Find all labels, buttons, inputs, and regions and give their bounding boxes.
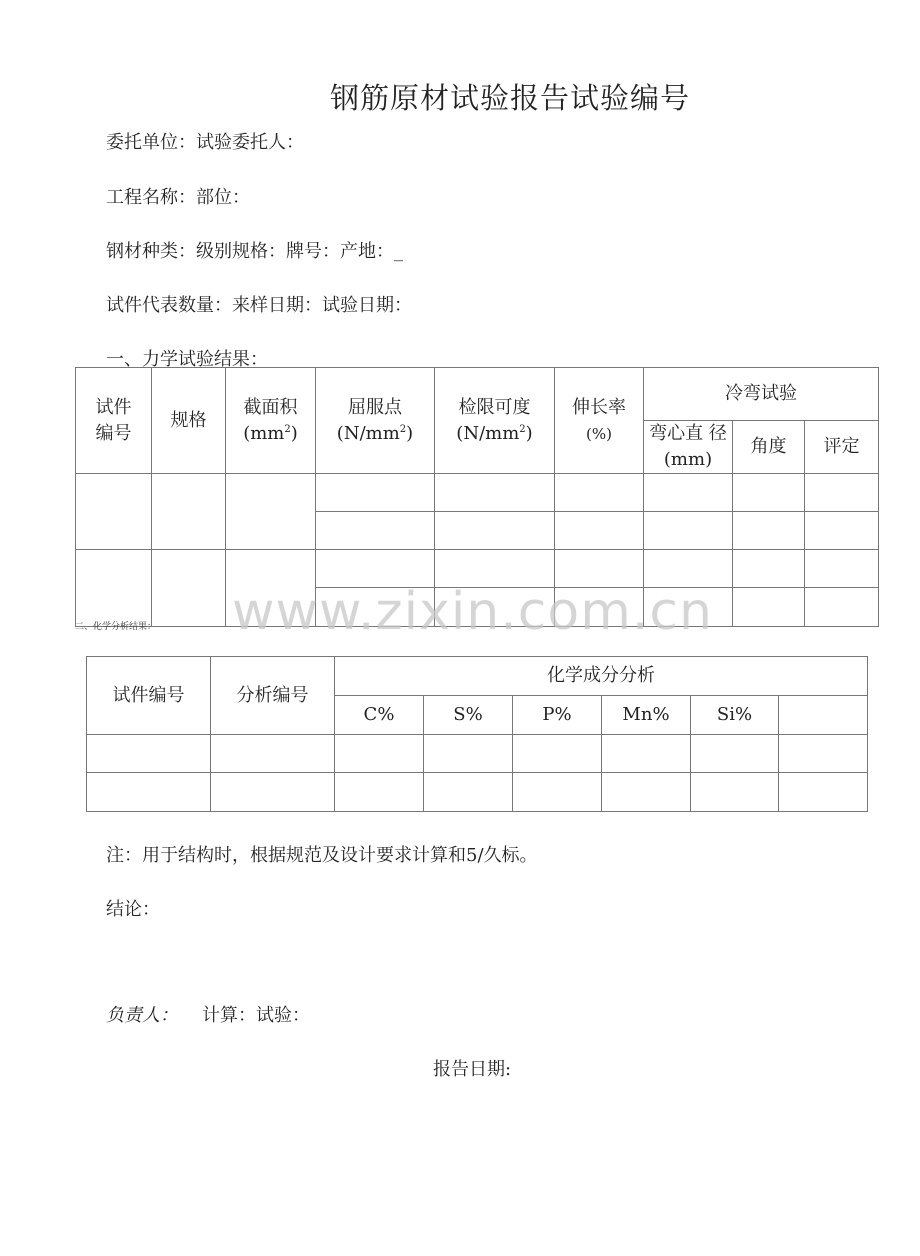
header-area: 截面积 $(mm^2)$ <box>226 368 316 474</box>
cell <box>644 512 733 550</box>
cell <box>733 588 805 627</box>
cell <box>435 512 555 550</box>
cell <box>424 735 513 773</box>
cell <box>435 474 555 512</box>
cell <box>152 474 226 550</box>
cell <box>76 474 152 550</box>
cell <box>805 588 879 627</box>
steel-type-line: 钢材种类：级别规格：牌号：产地：_ <box>106 241 403 262</box>
cell <box>424 773 513 812</box>
cell <box>779 735 868 773</box>
header-rating: 评定 <box>805 421 879 474</box>
header-yield: 屈服点 $(N/mm^2)$ <box>316 368 435 474</box>
cell <box>733 474 805 512</box>
header-specimen-id: 试件 编号 <box>76 368 152 474</box>
note-text: 注：用于结构时，根据规范及设计要求计算和5/久标。 <box>106 845 538 866</box>
cell <box>805 512 879 550</box>
specimen-line: 试件代表数量：来样日期：试验日期： <box>106 295 412 316</box>
header-spec: 规格 <box>152 368 226 474</box>
project-line: 工程名称：部位： <box>106 187 250 208</box>
cell <box>733 550 805 588</box>
cell <box>805 474 879 512</box>
header-phosphorus: P% <box>513 696 602 735</box>
cell <box>316 474 435 512</box>
section2-heading: 二、化学分析结果： <box>75 622 157 632</box>
section1-heading: 一、力学试验结果： <box>106 349 268 370</box>
header-analysis-id: 分析编号 <box>211 657 335 735</box>
conclusion-label: 结论： <box>106 899 160 920</box>
cell <box>87 735 211 773</box>
cell <box>211 773 335 812</box>
cell <box>152 550 226 627</box>
cell <box>691 773 779 812</box>
cell <box>733 512 805 550</box>
cell <box>335 773 424 812</box>
header-specimen-id: 试件编号 <box>87 657 211 735</box>
cell <box>691 735 779 773</box>
signature-line: 计算：试验： <box>202 1005 310 1026</box>
header-limit: 检限可度 $(N/mm^2)$ <box>435 368 555 474</box>
cell <box>226 474 316 550</box>
cell <box>513 735 602 773</box>
cell <box>805 550 879 588</box>
client-line: 委托单位：试验委托人： <box>106 132 304 153</box>
header-silicon: Si% <box>691 696 779 735</box>
header-manganese: Mn% <box>602 696 691 735</box>
header-angle: 角度 <box>733 421 805 474</box>
cell <box>76 550 152 627</box>
chemical-analysis-table <box>86 656 868 812</box>
header-bend-diameter: 弯心直 径 (mm) <box>644 421 733 474</box>
header-carbon: C% <box>335 696 424 735</box>
cell <box>316 512 435 550</box>
header-chemical-composition: 化学成分分析 <box>335 657 868 696</box>
watermark: www.zixin.com.cn <box>232 582 713 642</box>
header-elongation: 伸长率 (%) <box>555 368 644 474</box>
cell <box>513 773 602 812</box>
cell <box>555 474 644 512</box>
cell <box>555 512 644 550</box>
cell <box>602 735 691 773</box>
cell <box>211 735 335 773</box>
cell <box>87 773 211 812</box>
report-title: 钢筋原材试验报告试验编号 <box>329 81 690 115</box>
responsible-label: 负责人： <box>106 1005 178 1026</box>
cell <box>602 773 691 812</box>
report-date-label: 报告日期: <box>433 1059 512 1080</box>
cell <box>644 474 733 512</box>
cell <box>779 773 868 812</box>
cell <box>335 735 424 773</box>
header-cold-bend: 冷弯试验 <box>644 368 879 421</box>
header-blank <box>779 696 868 735</box>
header-sulfur: S% <box>424 696 513 735</box>
